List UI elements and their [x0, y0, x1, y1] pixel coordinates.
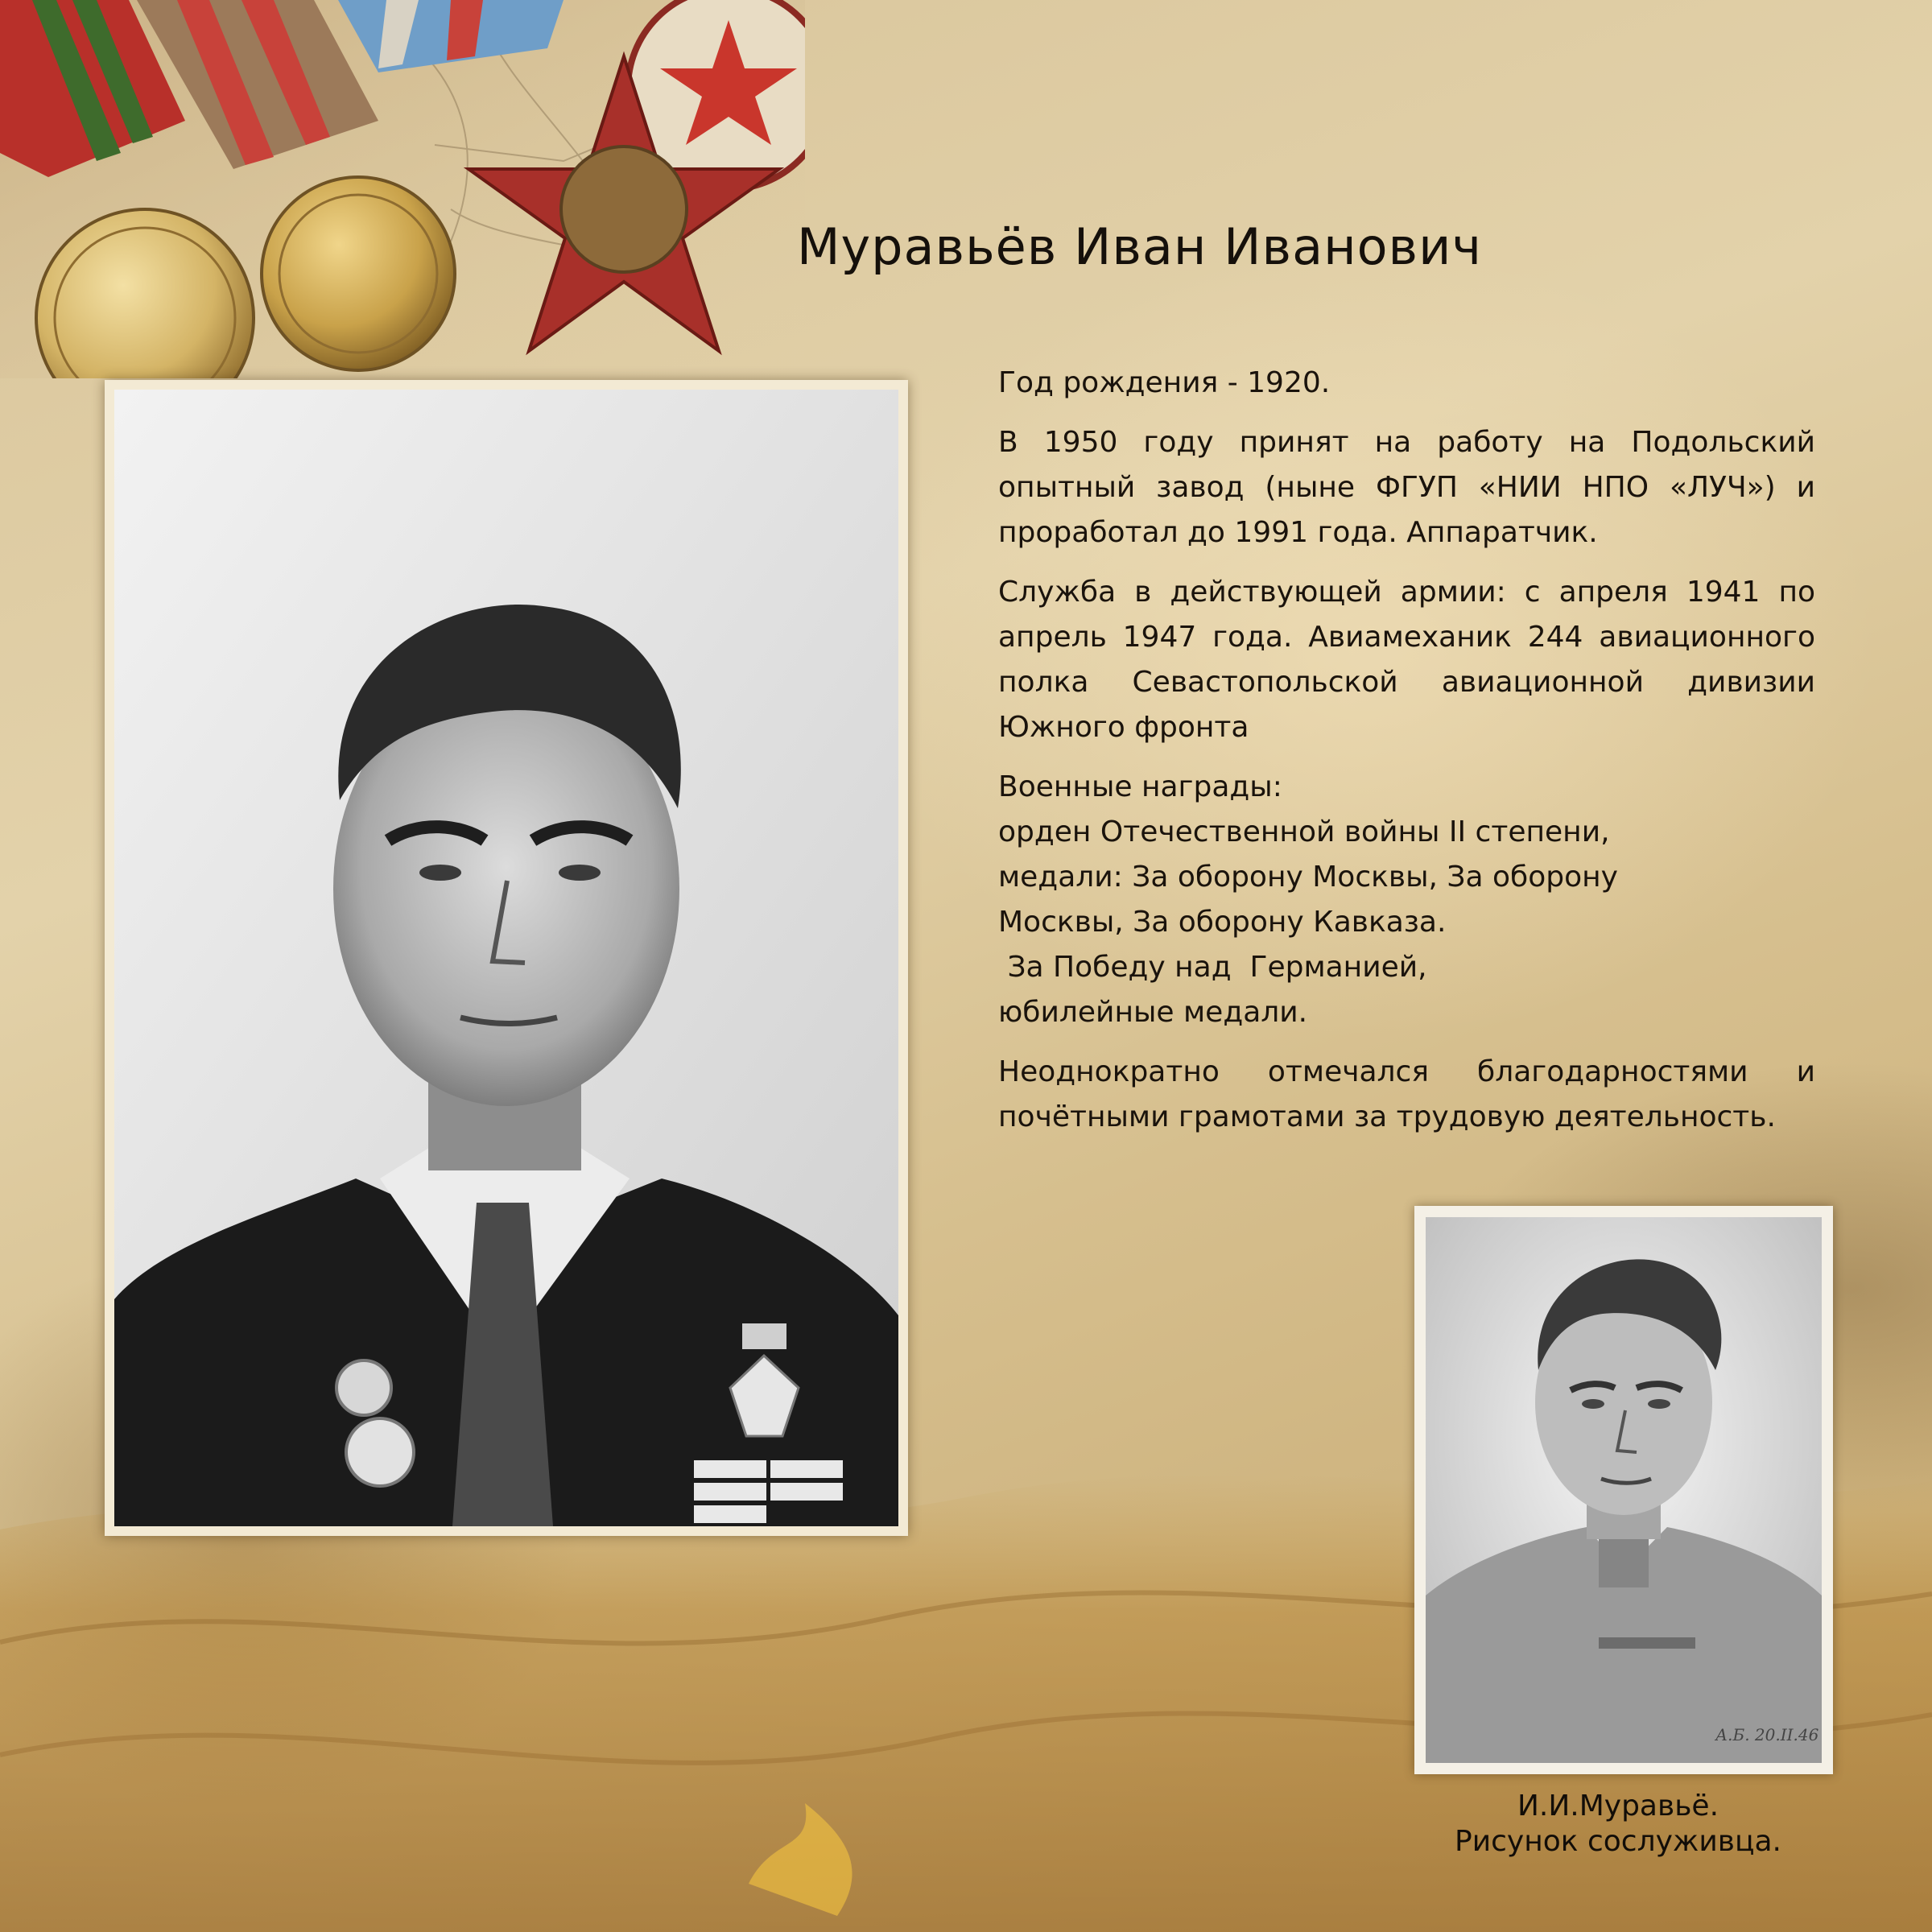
- caption-line-description: Рисунок сослуживца.: [1455, 1825, 1781, 1858]
- sketch-caption: [1409, 1789, 1827, 1860]
- sketch-portrait: [1414, 1206, 1833, 1774]
- sketch-signature: А.Б. 20.II.46: [1715, 1725, 1819, 1744]
- sketch-image: [1426, 1217, 1822, 1763]
- work-history-text: В 1950 году принят на работу на Подольский опытный завод (ныне ФГУП «НИИ НПО «ЛУЧ») и проработал до 1991 года. Аппаратчик.: [998, 426, 1815, 549]
- birth-year-text: Год рождения - 1920.: [998, 366, 1331, 399]
- caption-line-name: И.И.Муравьё.: [1517, 1790, 1719, 1823]
- biography-text: [998, 361, 1815, 1154]
- main-portrait-photo: [105, 380, 908, 1536]
- awards-line: Москвы, За оборону Кавказа.: [998, 906, 1447, 939]
- awards-line: юбилейные медали.: [998, 996, 1308, 1029]
- commendations-text: Неоднократно отмечался благодарностями и почётными грамотами за трудовую деятельность.: [998, 1055, 1815, 1133]
- military-service-text: Служба в действующей армии: с апреля 1941 по апрель 1947 года. Авиамеханик 244 авиационного полка Севастопольской авиационной дивизии Южного фронта: [998, 576, 1815, 744]
- awards-line: орден Отечественной войны II степени,: [998, 815, 1610, 848]
- page-title: Муравьёв Иван Иванович: [797, 217, 1483, 276]
- awards-heading: Военные награды:: [998, 770, 1282, 803]
- military-awards-block: [998, 765, 1815, 1035]
- medals-collage-image: [0, 0, 805, 378]
- awards-line: За Победу над Германией,: [998, 951, 1427, 984]
- awards-line: медали: За оборону Москвы, За оборону: [998, 861, 1618, 894]
- portrait-image: [114, 390, 898, 1526]
